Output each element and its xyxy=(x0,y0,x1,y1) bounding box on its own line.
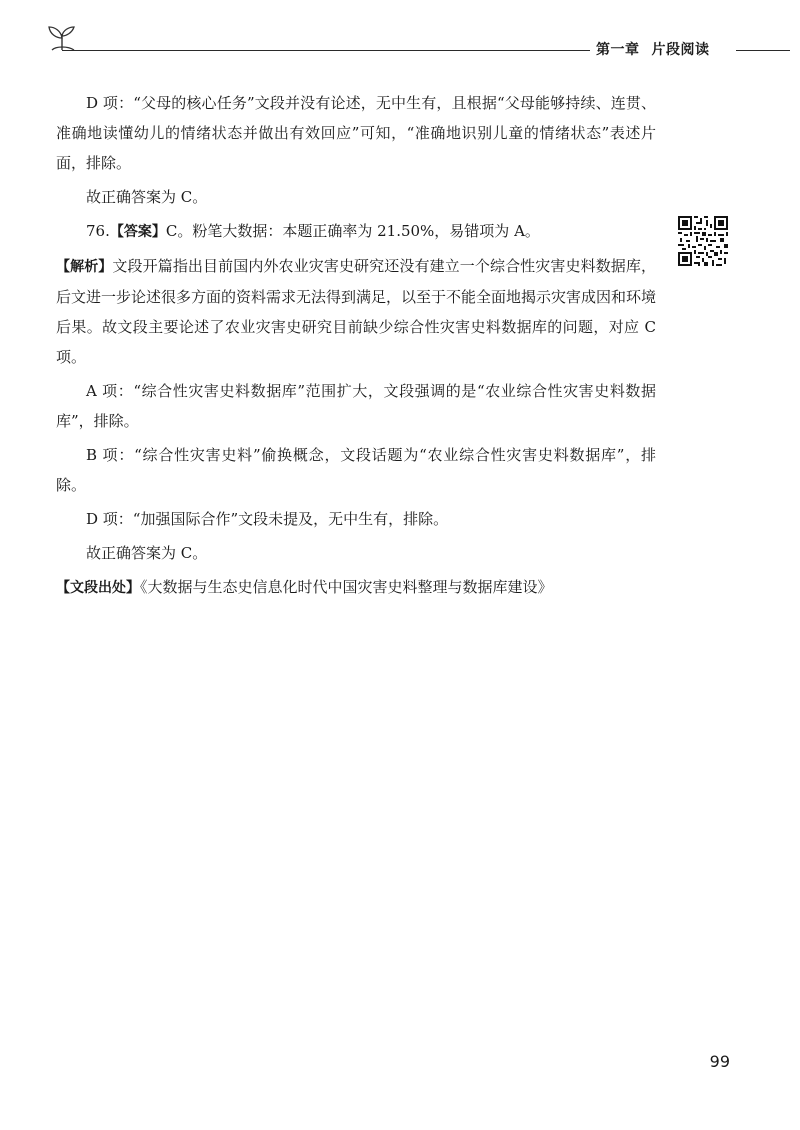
source-title: 《大数据与生态史信息化时代中国灾害史料整理与数据库建设》 xyxy=(140,578,553,596)
option-d-analysis-q75: D 项：“父母的核心任务”文段并没有论述，无中生有，且根据“父母能够持续、连贯、准确地读懂幼儿的情绪状态并做出有效回应”可知，“准确地识别儿童的情绪状态”表述片面，排除。 xyxy=(56,94,656,172)
page-header xyxy=(0,0,800,70)
header-divider-right xyxy=(736,50,790,51)
chapter-number: 第一章 xyxy=(596,42,640,58)
answer-explanation xyxy=(56,88,656,607)
conclusion-q76: 故正确答案为 C。 xyxy=(86,544,208,562)
question-number: 76. xyxy=(86,222,110,240)
conclusion-q75: 故正确答案为 C。 xyxy=(86,188,208,206)
option-b-analysis: B 项：“综合性灾害史料”偷换概念，文段话题为“农业综合性灾害史料数据库”，排除。 xyxy=(56,446,656,494)
source-label: 【文段出处】 xyxy=(56,580,140,596)
analysis-label: 【解析】 xyxy=(56,259,113,275)
analysis-q76 xyxy=(56,251,656,372)
option-d-analysis: D 项：“加强国际合作”文段未提及，无中生有，排除。 xyxy=(86,510,449,528)
answer-label: 【答案】 xyxy=(109,224,166,240)
answer-q76 xyxy=(56,216,656,247)
analysis-text: 文段开篇指出目前国内外农业灾害史研究还没有建立一个综合性灾害史料数据库，后文进一步论述很多方面的资料需求无法得到满足，以至于不能全面地揭示灾害成因和环境后果。故文段主要论述了农业灾害史研究目前缺少综合性灾害史料数据库的问题，对应 C 项。 xyxy=(56,257,657,366)
header-divider-left xyxy=(62,50,590,51)
source-citation xyxy=(56,572,656,603)
page-number: 99 xyxy=(709,1052,730,1071)
qr-code-icon xyxy=(678,216,728,266)
chapter-title xyxy=(596,40,732,60)
section-name: 片段阅读 xyxy=(651,42,710,58)
option-a-analysis: A 项：“综合性灾害史料数据库”范围扩大，文段强调的是“农业综合性灾害史料数据库”，排除。 xyxy=(56,382,656,430)
answer-text: C。粉笔大数据：本题正确率为 21.50%，易错项为 A。 xyxy=(165,222,540,240)
